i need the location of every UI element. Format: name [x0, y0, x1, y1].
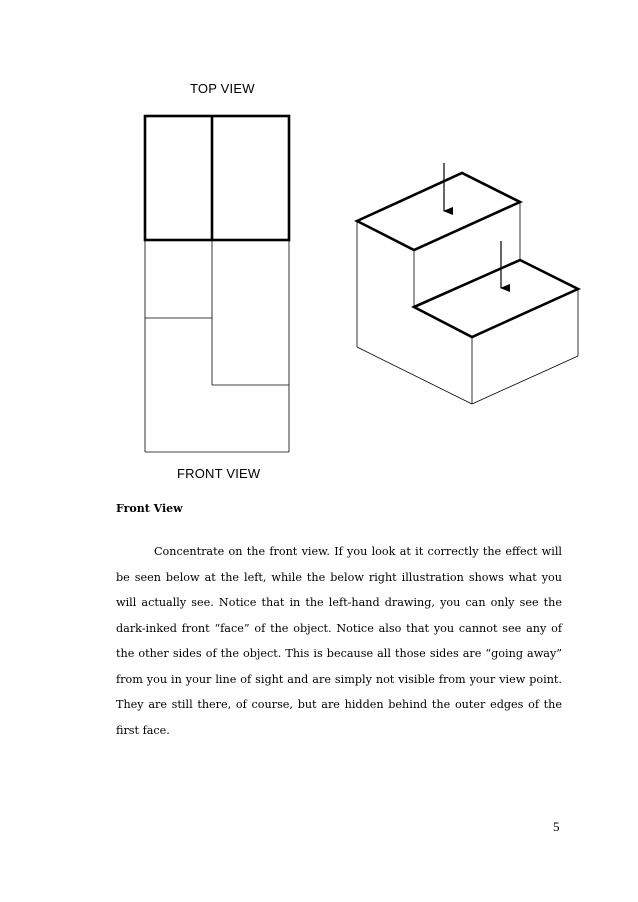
iso-bottom-right [472, 356, 578, 404]
front-view-drawing [145, 240, 289, 452]
section-heading: Front View [116, 502, 183, 515]
page-number: 5 [553, 819, 560, 834]
isometric-drawing [357, 163, 578, 404]
top-view-label: TOP VIEW [190, 81, 255, 96]
iso-bottom-front [357, 347, 472, 404]
top-view-outline [145, 116, 289, 240]
front-view-label: FRONT VIEW [177, 466, 261, 481]
body-paragraph: Concentrate on the front view. If you look at it correctly the effect will be seen below at the left, while the below right illustration shows what you will actually see. Notice that in the left-hand drawing, you can only see the dark-inked front “face” of the object. Notice also that you cannot see any of the other sides of the object. This is because all those sides are “going away” from you in your line of sight and are simply not visible from your view point. They are still there, of course, but are hidden behind the outer edges of the first face. [116, 545, 562, 737]
top-view-drawing [145, 116, 289, 240]
lower-step-face [414, 260, 578, 337]
upper-step-face [357, 173, 520, 250]
